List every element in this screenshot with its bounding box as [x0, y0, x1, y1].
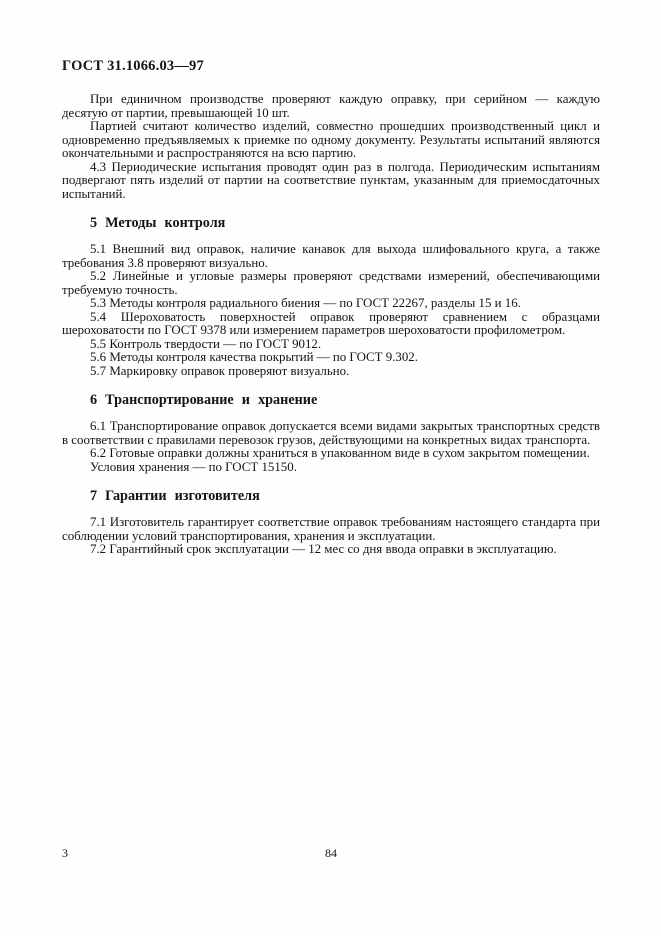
section-paragraph: 5.4 Шероховатость поверхностей оправок проверяют сравнением с образцами шероховатости по ГОСТ 9378 или измерением параметров шероховатости профилометром. [62, 309, 600, 337]
document-body [62, 93, 600, 557]
section-paragraph: 7.1 Изготовитель гарантирует соответствие оправок требованиям настоящего стандарта при соблюдении условий транспортирования, хранения и эксплуатации. [62, 515, 600, 543]
section-paragraph: 6.2 Готовые оправки должны храниться в упакованном виде в сухом закрытом помещении. [90, 446, 590, 460]
section-heading-manufacturer-warranty: 7 Гарантии изготовителя [90, 488, 260, 504]
section-paragraph: 7.2 Гарантийный срок эксплуатации — 12 мес со дня ввода оправки в эксплуатацию. [90, 542, 557, 556]
section-paragraph: 5.1 Внешний вид оправок, наличие канавок для выхода шлифовального круга, а также требования 3.8 проверяют визуально. [62, 242, 600, 270]
section-heading-methods-of-control: 5 Методы контроля [90, 215, 226, 231]
section-paragraph: Условия хранения — по ГОСТ 15150. [90, 459, 297, 474]
section-paragraph: 5.5 Контроль твердости — по ГОСТ 9012. [90, 336, 322, 351]
section-paragraph: 5.7 Маркировку оправок проверяют визуально. [90, 363, 350, 378]
section-paragraph: 5.6 Методы контроля качества покрытий — по ГОСТ 9.302. [90, 350, 418, 364]
page-footer [62, 846, 600, 862]
page-number: 3 [62, 846, 68, 860]
intro-paragraph: 4.3 Периодические испытания проводят один раз в полгода. Периодическим испытаниям подвергают пять изделий от партии на соответствие пунктам, указанным для приемосдаточных испытаний. [62, 159, 600, 201]
section-heading-transport-storage: 6 Транспортирование и хранение [90, 392, 318, 408]
sheet-number: 84 [325, 846, 337, 860]
intro-paragraph: Партией считают количество изделий, совместно прошедших производственный цикл и одновременно предъявляемых к приемке по одному документу. Результаты испытаний являются окончательными и распространяются на всю партию. [62, 119, 600, 160]
section-paragraph: 5.3 Методы контроля радиального биения — по ГОСТ 22267, разделы 15 и 16. [90, 296, 521, 310]
section-paragraph: 5.2 Линейные и угловые размеры проверяют средствами измерений, обеспечивающими требуемую точность. [62, 269, 600, 297]
section-paragraph: 6.1 Транспортирование оправок допускается всеми видами закрытых транспортных средств в соответствии с правилами перевозок грузов, действующими на конкретных видах транспорта. [62, 419, 600, 447]
standard-number-header: ГОСТ 31.1066.03—97 [62, 58, 204, 74]
intro-paragraph: При единичном производстве проверяют каждую оправку, при серийном — каждую десятую от партии, превышающей 10 шт. [62, 92, 600, 120]
